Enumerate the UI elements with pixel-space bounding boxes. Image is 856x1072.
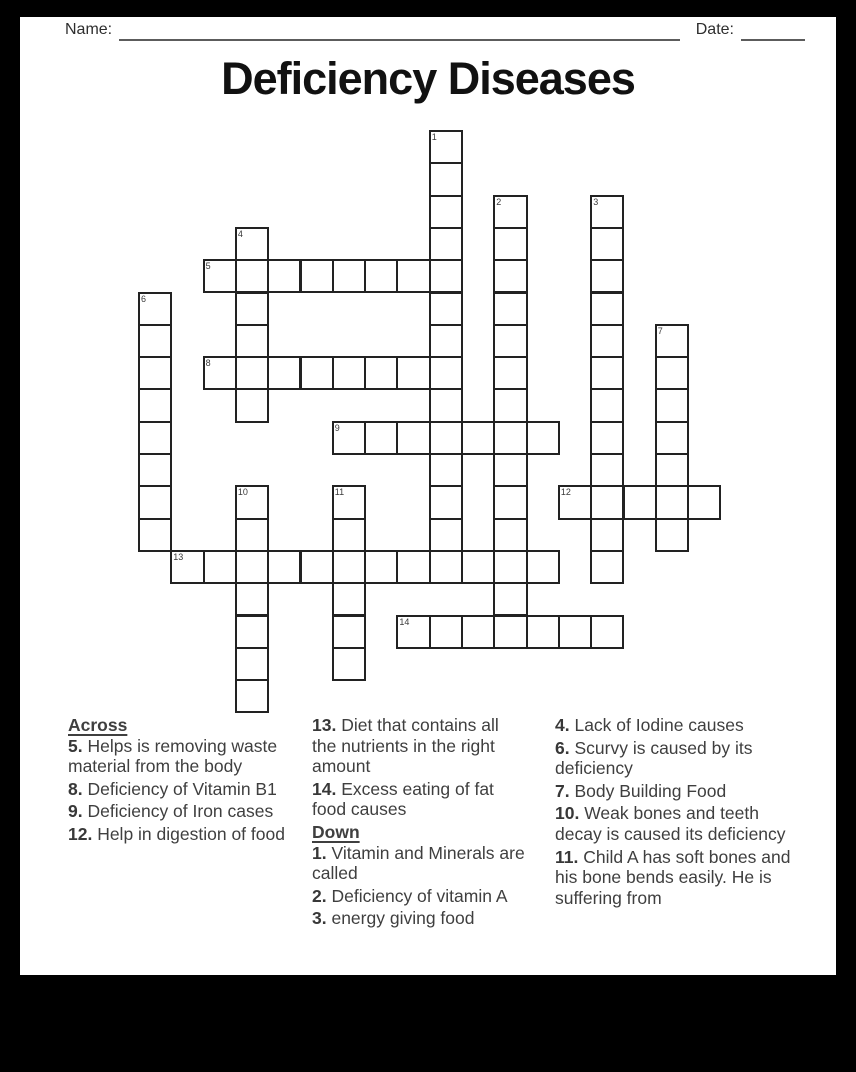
crossword-cell[interactable]: [364, 259, 398, 293]
clue-item: 14. Excess eating of fat food causes: [312, 778, 494, 820]
crossword-cell[interactable]: [655, 485, 689, 519]
crossword-cell[interactable]: [267, 259, 301, 293]
clue-item: 13. Diet that contains all the nutrients in the right amount: [312, 715, 499, 777]
crossword-cell[interactable]: [332, 615, 366, 649]
crossword-cell[interactable]: [493, 324, 527, 358]
cell-number: 1: [431, 132, 437, 142]
crossword-cell[interactable]: [493, 259, 527, 293]
crossword-cell[interactable]: [138, 453, 172, 487]
clue-item: 12. Help in digestion of food: [68, 823, 285, 844]
crossword-cell[interactable]: [493, 421, 527, 455]
cell-number: 14: [399, 616, 410, 627]
header-row: [65, 21, 805, 41]
crossword-cell[interactable]: [235, 679, 269, 713]
crossword-cell[interactable]: [429, 615, 463, 649]
cell-number: 9: [334, 422, 340, 433]
clue-item: 10. Weak bones and teeth decay is caused its deficiency: [555, 803, 786, 844]
crossword-cell[interactable]: [429, 324, 463, 358]
crossword-cell[interactable]: [526, 550, 560, 584]
crossword-cell[interactable]: [429, 356, 463, 390]
crossword-cell[interactable]: [235, 227, 269, 261]
crossword-cell[interactable]: [655, 356, 689, 390]
crossword-cell[interactable]: [655, 518, 689, 552]
cell-number: 4: [237, 228, 243, 239]
crossword-cell[interactable]: [429, 518, 463, 552]
clue-item: 6. Scurvy is caused by its deficiency: [555, 737, 753, 779]
crossword-cell[interactable]: [235, 324, 269, 358]
clue-number: 14.: [312, 778, 337, 799]
crossword-cell[interactable]: [332, 550, 366, 584]
crossword-cell[interactable]: [203, 259, 237, 293]
clue-item: 5. Helps is removing waste material from the body: [68, 735, 278, 777]
cell-number: 2: [496, 196, 502, 207]
crossword-cell[interactable]: [332, 259, 366, 293]
clue-number: 3.: [312, 908, 327, 929]
crossword-cell[interactable]: [429, 485, 463, 519]
clue-number: 1.: [312, 842, 327, 863]
crossword-cell[interactable]: [429, 259, 463, 293]
crossword-cell[interactable]: [235, 259, 269, 293]
crossword-cell[interactable]: [590, 356, 624, 390]
clue-number: 6.: [555, 737, 570, 758]
crossword-cell[interactable]: [493, 518, 527, 552]
crossword-cell[interactable]: [461, 421, 495, 455]
clue-item: 8. Deficiency of Vitamin B1: [68, 778, 277, 799]
crossword-cell[interactable]: [493, 227, 527, 261]
crossword-cell[interactable]: [332, 356, 366, 390]
cell-number: 3: [593, 196, 599, 207]
crossword-cell[interactable]: [364, 421, 398, 455]
crossword-cell[interactable]: [138, 324, 172, 358]
clue-item: 3. energy giving food: [312, 908, 475, 929]
crossword-cell[interactable]: [493, 292, 527, 326]
worksheet-title: Deficiency Diseases: [221, 53, 635, 104]
crossword-cell[interactable]: [429, 130, 463, 164]
worksheet-page: [20, 17, 836, 975]
crossword-cell[interactable]: [364, 356, 398, 390]
crossword-cell[interactable]: [493, 582, 527, 616]
crossword-cell[interactable]: [235, 292, 269, 326]
cell-number: 10: [237, 487, 248, 498]
crossword-cell[interactable]: [396, 356, 430, 390]
date-input-line[interactable]: [741, 21, 805, 41]
crossword-cell[interactable]: [235, 518, 269, 552]
crossword-cell[interactable]: [655, 324, 689, 358]
clue-number: 13.: [312, 715, 337, 735]
crossword-cell[interactable]: [590, 259, 624, 293]
clue-item: 11. Child A has soft bones and his bone bends easily. He is suffering from: [555, 846, 791, 908]
crossword-cell[interactable]: [429, 292, 463, 326]
clue-item: 2. Deficiency of vitamin A: [312, 885, 508, 906]
crossword-cell[interactable]: [138, 485, 172, 519]
crossword-cell[interactable]: [170, 550, 204, 584]
crossword-cell[interactable]: [558, 615, 592, 649]
crossword-cell[interactable]: [267, 356, 301, 390]
cell-number: 5: [205, 261, 211, 272]
crossword-cell[interactable]: [138, 388, 172, 422]
crossword-cell[interactable]: [590, 195, 624, 229]
crossword-cell[interactable]: [332, 647, 366, 681]
crossword-cell[interactable]: [493, 485, 527, 519]
date-label: Date:: [695, 21, 734, 38]
clues-column-2: [312, 715, 527, 931]
crossword-cell[interactable]: [590, 453, 624, 487]
crossword-cell[interactable]: [526, 615, 560, 649]
crossword-cell[interactable]: [461, 550, 495, 584]
clues-column-1: [68, 715, 296, 847]
crossword-cell[interactable]: [138, 421, 172, 455]
crossword-cell[interactable]: [590, 324, 624, 358]
crossword-cell[interactable]: [235, 356, 269, 390]
crossword-cell[interactable]: [461, 615, 495, 649]
clue-number: 9.: [68, 801, 83, 822]
crossword-cell[interactable]: [655, 388, 689, 422]
crossword-cell[interactable]: [493, 388, 527, 422]
crossword-cell[interactable]: [590, 550, 624, 584]
crossword-cell[interactable]: [203, 550, 237, 584]
crossword-cell[interactable]: [235, 485, 269, 519]
crossword-cell[interactable]: [493, 615, 527, 649]
crossword-cell[interactable]: [203, 356, 237, 390]
crossword-cell[interactable]: [429, 550, 463, 584]
crossword-cell[interactable]: [332, 485, 366, 519]
crossword-cell[interactable]: [526, 421, 560, 455]
crossword-cell[interactable]: [300, 550, 334, 584]
crossword-cell[interactable]: [396, 259, 430, 293]
crossword-cell[interactable]: [364, 550, 398, 584]
clue-item: 1. Vitamin and Minerals are called: [312, 842, 525, 884]
cell-number: 12: [560, 487, 571, 498]
clue-number: 11.: [555, 846, 579, 867]
crossword-cell[interactable]: [429, 195, 463, 229]
clue-item: 4. Lack of Iodine causes: [555, 715, 744, 735]
crossword-cell[interactable]: [590, 421, 624, 455]
clue-item: 9. Deficiency of Iron cases: [68, 801, 274, 822]
crossword-cell[interactable]: [558, 485, 592, 519]
crossword-cell[interactable]: [590, 292, 624, 326]
across-heading: Across: [68, 715, 128, 735]
cell-number: 8: [205, 358, 211, 369]
down-heading: Down: [312, 821, 360, 842]
clue-number: 2.: [312, 885, 327, 906]
name-input-line[interactable]: [119, 21, 680, 41]
crossword-cell[interactable]: [655, 421, 689, 455]
crossword-cell[interactable]: [493, 453, 527, 487]
crossword-cell[interactable]: [429, 162, 463, 196]
clue-number: 4.: [555, 715, 570, 735]
crossword-cell[interactable]: [235, 615, 269, 649]
crossword-cell[interactable]: [332, 421, 366, 455]
clue-number: 12.: [68, 823, 93, 844]
crossword-cell[interactable]: [396, 615, 430, 649]
crossword-cell[interactable]: [396, 421, 430, 455]
crossword-cell[interactable]: [687, 485, 721, 519]
crossword-cell[interactable]: [138, 518, 172, 552]
cell-number: 11: [334, 487, 345, 498]
crossword-cell[interactable]: [332, 518, 366, 552]
crossword-cell[interactable]: [590, 227, 624, 261]
crossword-cell[interactable]: [235, 647, 269, 681]
cell-number: 13: [173, 551, 184, 562]
crossword-cell[interactable]: [655, 453, 689, 487]
name-label: Name:: [65, 21, 113, 38]
crossword-cell[interactable]: [332, 582, 366, 616]
crossword-cell[interactable]: [235, 582, 269, 616]
crossword-cell[interactable]: [590, 518, 624, 552]
clue-number: 7.: [555, 780, 570, 801]
crossword-cell[interactable]: [267, 550, 301, 584]
crossword-cell[interactable]: [493, 356, 527, 390]
clue-number: 8.: [68, 778, 83, 799]
crossword-cell[interactable]: [590, 485, 624, 519]
crossword-cell[interactable]: [623, 485, 657, 519]
crossword-cell[interactable]: [429, 421, 463, 455]
crossword-cell[interactable]: [138, 292, 172, 326]
crossword-cell[interactable]: [235, 550, 269, 584]
cell-number: 7: [657, 325, 663, 336]
crossword-cell[interactable]: [300, 259, 334, 293]
crossword-cell[interactable]: [138, 356, 172, 390]
crossword-cell[interactable]: [300, 356, 334, 390]
crossword-cell[interactable]: [493, 195, 527, 229]
clue-number: 10.: [555, 803, 580, 824]
crossword-cell[interactable]: [429, 388, 463, 422]
crossword-cell[interactable]: [493, 550, 527, 584]
clue-number: 5.: [68, 735, 83, 756]
crossword-cell[interactable]: [429, 227, 463, 261]
crossword-cell[interactable]: [235, 388, 269, 422]
crossword-cell[interactable]: [429, 453, 463, 487]
crossword-cell[interactable]: [590, 388, 624, 422]
cell-number: 6: [141, 293, 147, 304]
clues-column-3: [555, 715, 793, 910]
crossword-cell[interactable]: [396, 550, 430, 584]
clue-item: 7. Body Building Food: [555, 780, 727, 801]
crossword-cell[interactable]: [590, 615, 624, 649]
